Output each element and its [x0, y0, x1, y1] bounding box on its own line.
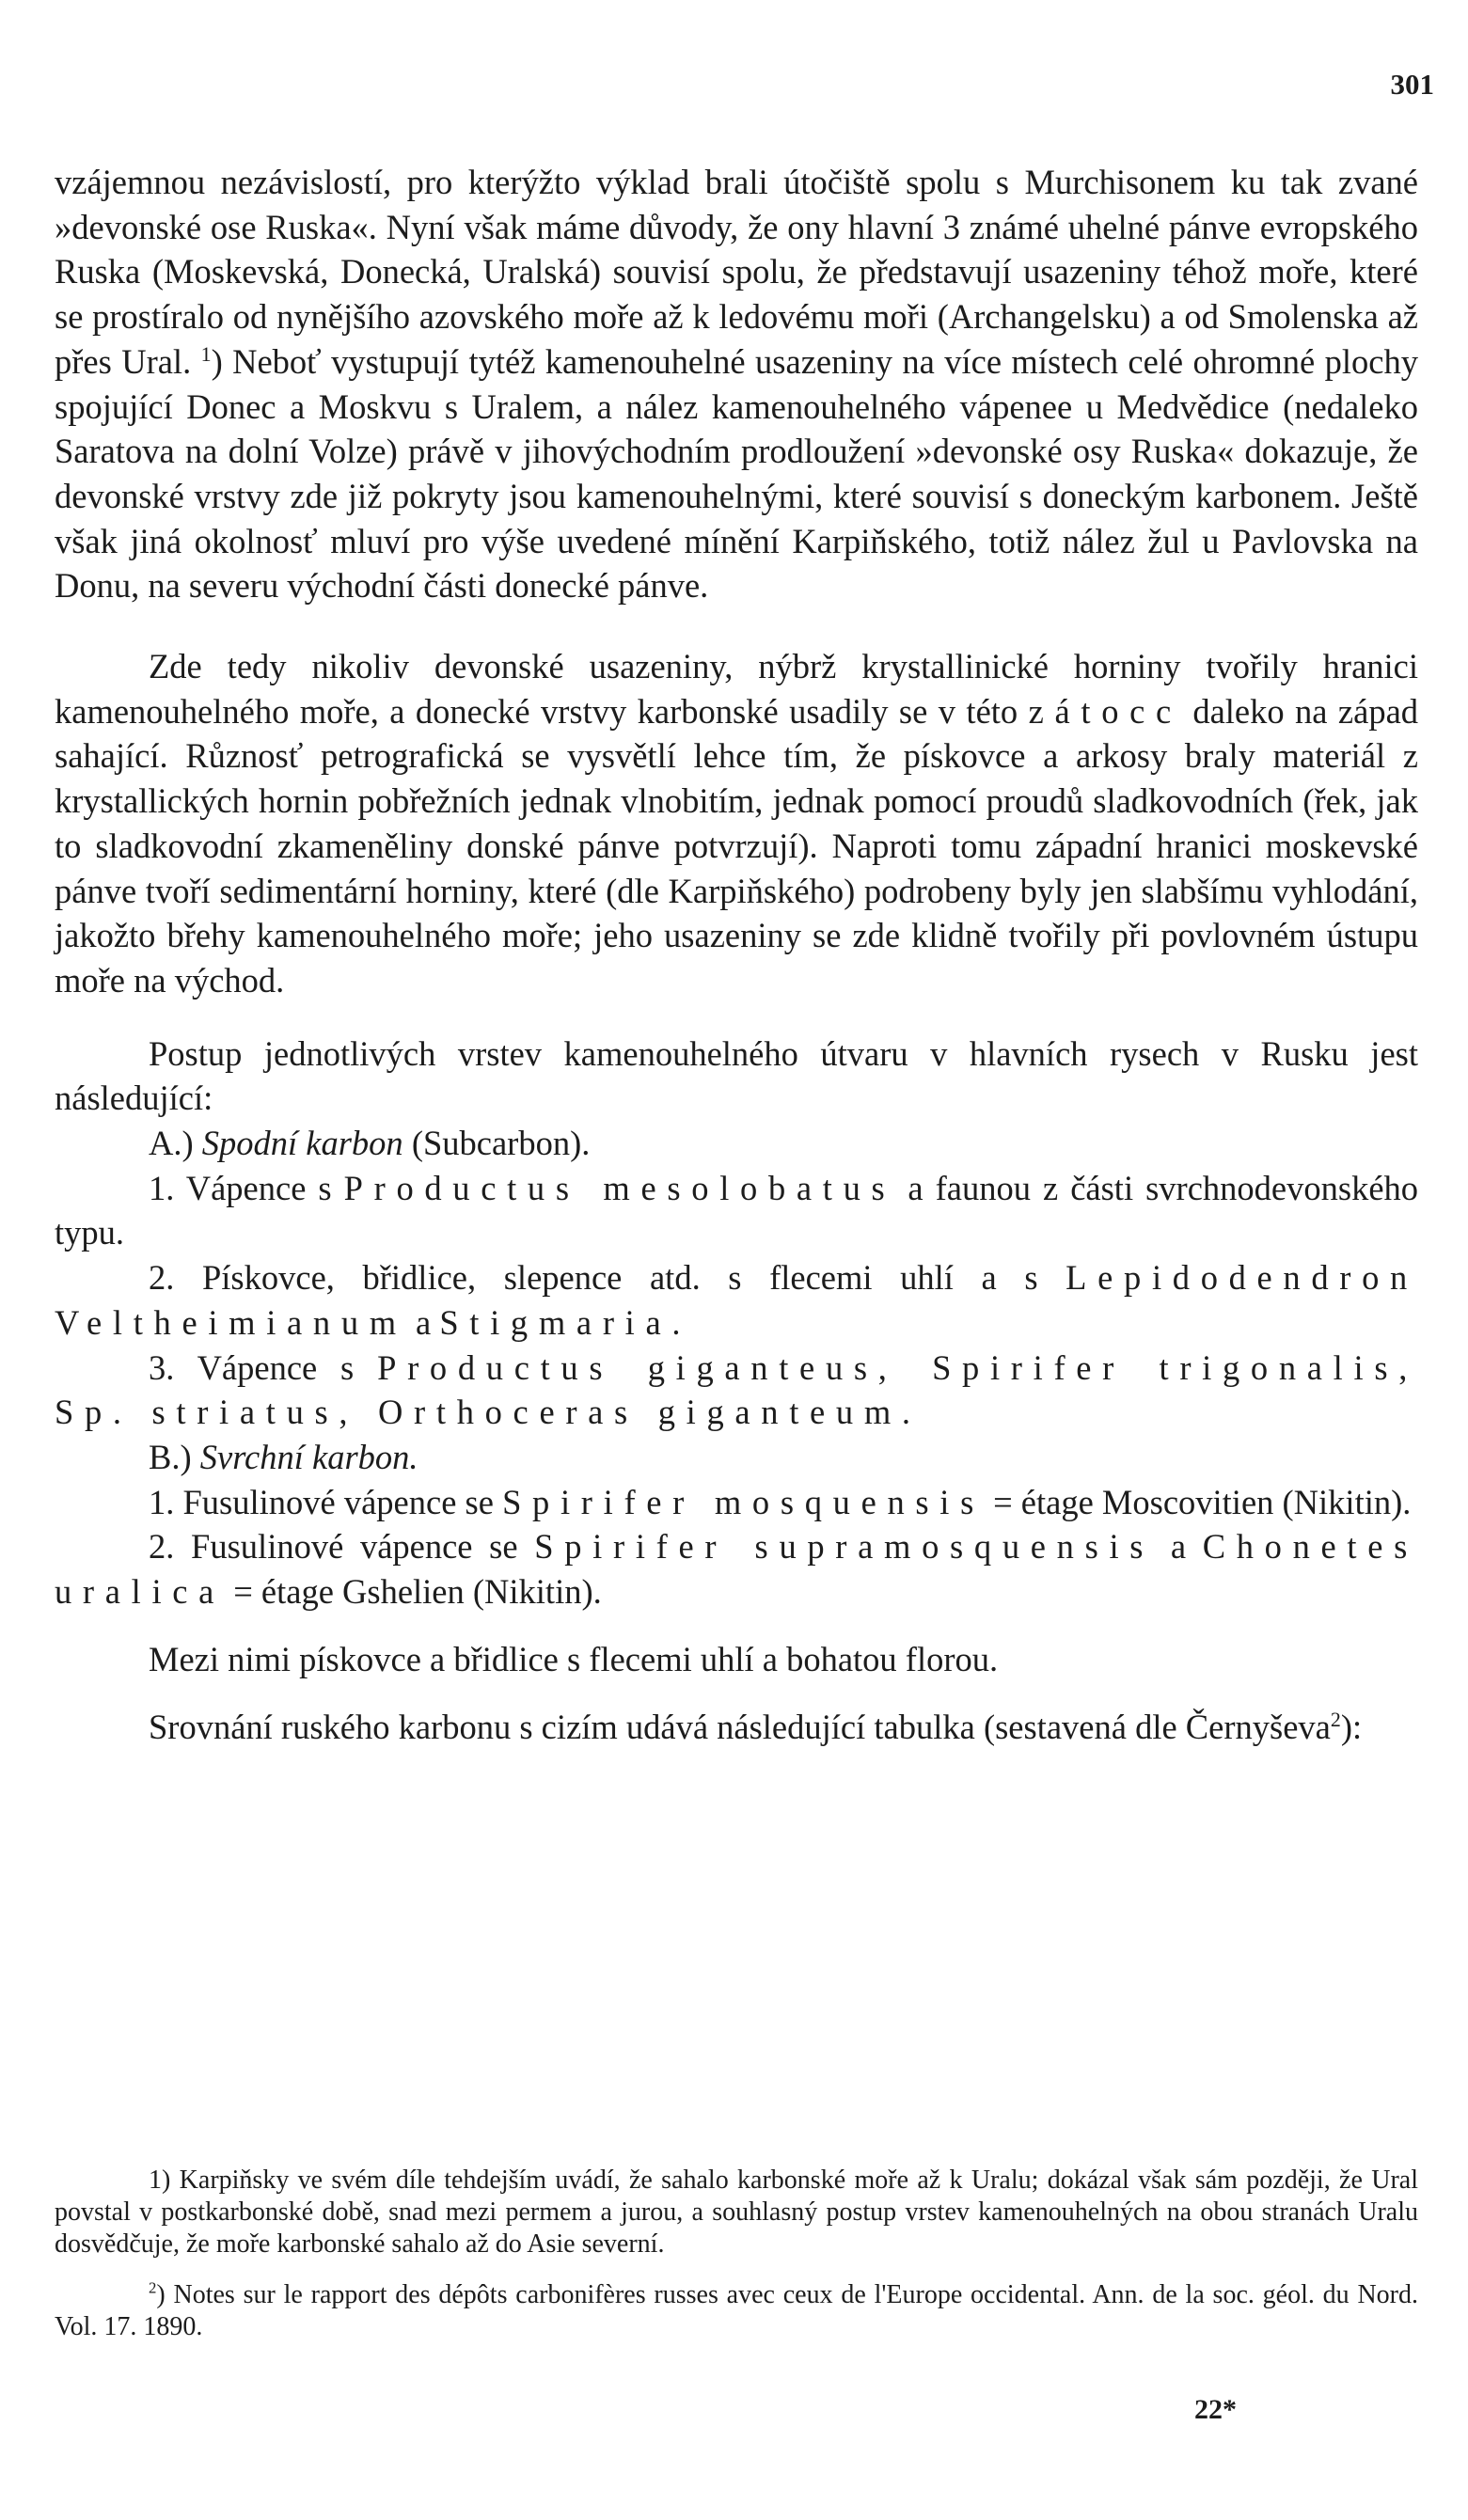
item-number: 1.	[149, 1482, 175, 1521]
species-name: Chonetes uralica	[55, 1527, 1418, 1612]
item-number: 2.	[149, 1258, 175, 1298]
section-a-item-1	[55, 1166, 1418, 1255]
item-text: Pískovce, břidlice, slepence atd. s flecemi uhlí a s	[201, 1258, 1038, 1298]
paragraph-srovnani-end: ):	[1340, 1707, 1363, 1746]
item-text: a faunou z části svrchnodevonského typu.	[55, 1168, 1419, 1252]
item-number: 2.	[149, 1527, 175, 1567]
paragraph-srovnani-text: Srovnání ruského karbonu s cizím udává následující tabulka (sestavená dle Černyševa	[149, 1707, 1331, 1746]
item-text: = étage Moscovitien (Nikitin).	[993, 1482, 1412, 1521]
item-number: 3.	[149, 1347, 175, 1387]
paragraph-1	[55, 160, 1418, 608]
section-b-heading	[55, 1435, 1418, 1480]
species-name: Stigmaria.	[439, 1302, 692, 1342]
item-text: Vápence s	[185, 1168, 332, 1207]
footnotes	[55, 2165, 1418, 2343]
signature-mark: 22*	[1194, 2394, 1237, 2425]
item-number: 1.	[149, 1168, 175, 1207]
paragraph-2-text-a: Zde tedy nikoliv devonské usazeniny, nýbrž krystallinické horniny tvořily hranici kamenouhelného moře, a donecké vrstvy karbonské usadily se v této	[55, 647, 1418, 731]
species-name: Productus giganteus, Spirifer trigonalis, Sp. striatus, Orthoceras giganteum.	[55, 1347, 1419, 1432]
item-text: = étage Gshelien (Nikitin).	[233, 1572, 602, 1612]
footnote-1-text: Karpiňsky ve svém díle tehdejším uvádí, že sahalo karbonské moře až k Uralu; dokázal však sám později, že Ural povstal v postkarbonské době, snad mezi permem a jurou, a souhlasný postup vrstev kamenouhelných na obou stranách Uralu dosvědčuje, že moře karbonské sahalo až do Asie severní.	[55, 2166, 1418, 2259]
section-b-title: Svrchní karbon.	[199, 1437, 418, 1476]
section-b-prefix: B.)	[149, 1437, 192, 1476]
footnote-2	[55, 2279, 1418, 2343]
item-text: a	[415, 1302, 432, 1342]
page-number: 301	[1390, 68, 1434, 101]
footnote-1-mark: 1)	[149, 2166, 171, 2195]
section-a-heading	[55, 1121, 1418, 1166]
paragraph-1-text: vzájemnou nezávislostí, pro kterýžto výklad brali útočiště spolu s Murchisonem ku tak zvané »devonské ose Ruska«. Nyní však máme důvody, že ony hlavní 3 známé uhelné pánve evropského Ruska (Moskevská, Donecká, Uralská) souvisí spolu, že představují usazeniny téhož moře, které se prostíralo od nynějšího azovského moře až k ledovému moři (Archangelsku) a od Smolenska až přes Ural.	[55, 163, 1418, 381]
section-a-prefix: A.)	[149, 1124, 194, 1163]
section-a-item-3	[55, 1346, 1418, 1435]
paragraph-2-text-b: daleko na západ sahající. Různosť petrografická se vysvětlí lehce tím, že pískovce a arkosy braly materiál z krystallických hornin pobřežních jednak vlnobitím, jednak pomocí proudů sladkovodních (řek, jak to sladkovodní zkameněliny donské pánve potvrzují). Naproti tomu západní hranici moskevské pánve tvoří sedimentární horniny, které (dle Karpiňského) podrobeny byly jen slabšímu vyhlodání, jakožto břehy kamenouhelného moře; jeho usazeniny se zde klidně tvořily při povlovném ústupu moře na východ.	[55, 691, 1419, 1000]
paragraph-2	[55, 644, 1418, 1003]
paragraph-mezi: Mezi nimi pískovce a břidlice s flecemi uhlí a bohatou florou.	[149, 1639, 999, 1678]
paragraph-srovnani	[55, 1705, 1418, 1750]
species-name: Spirifer supramosquensis	[534, 1527, 1155, 1567]
footnote-ref-2: 2	[1330, 1707, 1341, 1731]
species-name: Lepidodendron Veltheimianum	[55, 1258, 1418, 1342]
section-a-suffix: (Subcarbon).	[411, 1124, 591, 1163]
item-text: a	[1170, 1527, 1187, 1567]
body-text	[55, 160, 1418, 1749]
paragraph-3: Postup jednotlivých vrstev kamenouhelného útvaru v hlavních rysech v Rusku jest následující:	[55, 1033, 1418, 1118]
species-name: Spirifer mosquensis	[502, 1482, 985, 1521]
section-a-title: Spodní karbon	[201, 1124, 403, 1163]
footnote-ref-1: 1	[200, 341, 212, 366]
section-b-item-2	[55, 1524, 1418, 1614]
section-a-item-2	[55, 1255, 1418, 1345]
paragraph-2-spaced-word: zátocc	[1028, 691, 1182, 731]
footnote-1	[55, 2165, 1418, 2260]
paragraph-1-continuation: ) Neboť vystupují tytéž kamenouhelné usazeniny na více místech celé ohromné plochy spojující Donec a Moskvu s Uralem, a nález kamenouhelného vápenee u Medvědice (nedaleko Saratova na dolní Volze) právě v jihovýchodním prodloužení »devonské osy Ruska« dokazuje, že devonské vrstvy zde již pokryty jsou kamenouhelnými, které souvisí s doneckým karbonem. Ještě však jiná okolnosť mluví pro výše uvedené mínění Karpiňského, totiž nález žul u Pavlovska na Donu, na severu východní části donecké pánve.	[55, 341, 1419, 606]
species-name: Productus mesolobatus	[343, 1168, 896, 1207]
footnote-2-mark: 2	[149, 2278, 157, 2297]
item-text: Fusulinové vápence se	[191, 1527, 518, 1567]
item-text: Vápence s	[197, 1347, 355, 1387]
item-text: Fusulinové vápence se	[182, 1482, 494, 1521]
section-b-item-1	[55, 1480, 1418, 1525]
footnote-2-text: ) Notes sur le rapport des dépôts carbonifères russes avec ceux de l'Europe occidental. Ann. de la soc. géol. du Nord. Vol. 17. 1890.	[55, 2280, 1418, 2341]
